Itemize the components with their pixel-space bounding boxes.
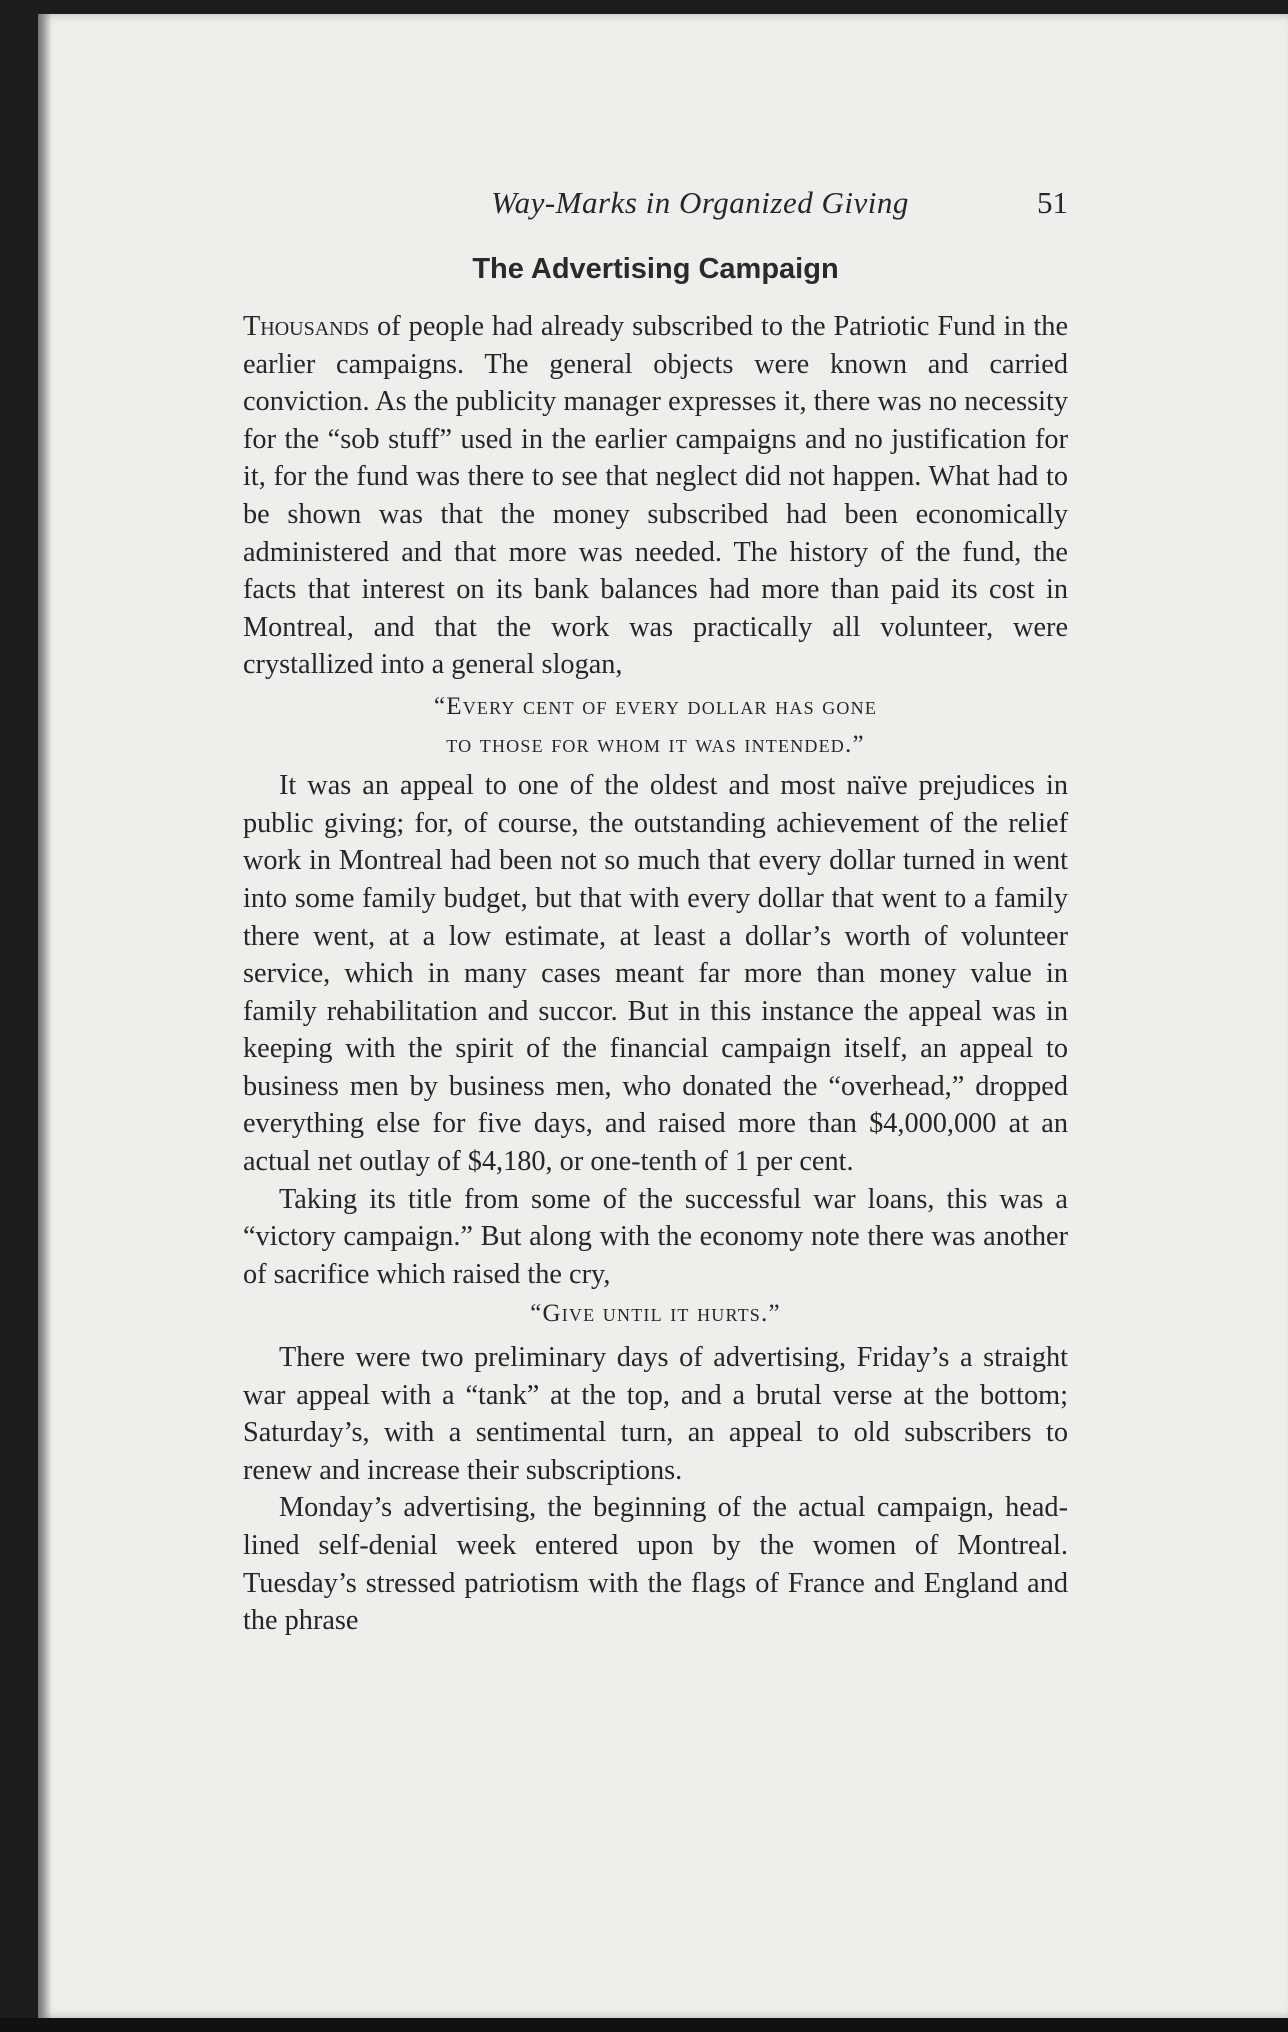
running-head: [243, 185, 1068, 249]
page-text-block: [243, 185, 1068, 1640]
section-heading: The Advertising Campaign: [472, 253, 839, 285]
slogan-line-2: to those for whom it was intended.”: [446, 730, 865, 758]
paragraph-1-lead: Thousands: [243, 311, 370, 342]
page-number: 51: [1037, 185, 1068, 220]
slogan-every-cent: [243, 688, 1068, 763]
running-title: Way-Marks in Organized Giving: [491, 185, 909, 220]
paragraph-1: [243, 308, 1068, 684]
scan-bottom-edge: [0, 2018, 1288, 2032]
paragraph-5: Monday’s advertising, the beginning of the actual campaign, head-lined self-denial week entered upon by the women of Montreal. Tuesday’s stressed patriotism with the flags of France and England and the phrase: [243, 1492, 1068, 1637]
paragraph-1-body: of people had already subscribed to the Patriotic Fund in the earlier campaigns. The general objects were known and carried conviction. As the publicity manager expresses it, there was no necessity for the “sob stuff” used in the earlier campaigns and no justification for it, for the fund was there to see that neglect did not happen. What had to be shown was that the money subscribed had been economically administered and that more was needed. The history of the fund, the facts that interest on its bank balances had more than paid its cost in Montreal, and that the work was practically all volunteer, were crystallized into a general slogan,: [243, 311, 1068, 681]
paragraph-4: There were two preliminary days of advertising, Friday’s a straight war appeal with a “tank” at the top, and a brutal verse at the bottom; Saturday’s, with a sentimental turn, an appeal to old subscribers to renew and increase their subscriptions.: [243, 1342, 1068, 1486]
paragraph-2: It was an appeal to one of the oldest and most naïve prejudices in public giving; for, of course, the outstanding achievement of the relief work in Montreal had been not so much that every dollar turned in went into some family budget, but that with every dollar that went to a family there went, at a low estimate, at least a dollar’s worth of volunteer service, which in many cases meant far more than money value in family rehabilitation and succor. But in this instance the appeal was in keeping with the spirit of the financial campaign itself, an appeal to business men by business men, who donated the “overhead,” dropped everything else for five days, and raised more than $4,000,000 at an actual net outlay of $4,180, or one-tenth of 1 per cent.: [243, 770, 1068, 1178]
paragraph-3: Taking its title from some of the successful war loans, this was a “victory campaign.” But along with the economy note there was another of sacrifice which raised the cry,: [243, 1183, 1068, 1290]
gutter-shadow: [38, 14, 52, 2018]
slogan-line-1: “Every cent of every dollar has gone: [433, 692, 878, 720]
slogan-give-until-it-hurts: “Give until it hurts.”: [530, 1300, 781, 1328]
